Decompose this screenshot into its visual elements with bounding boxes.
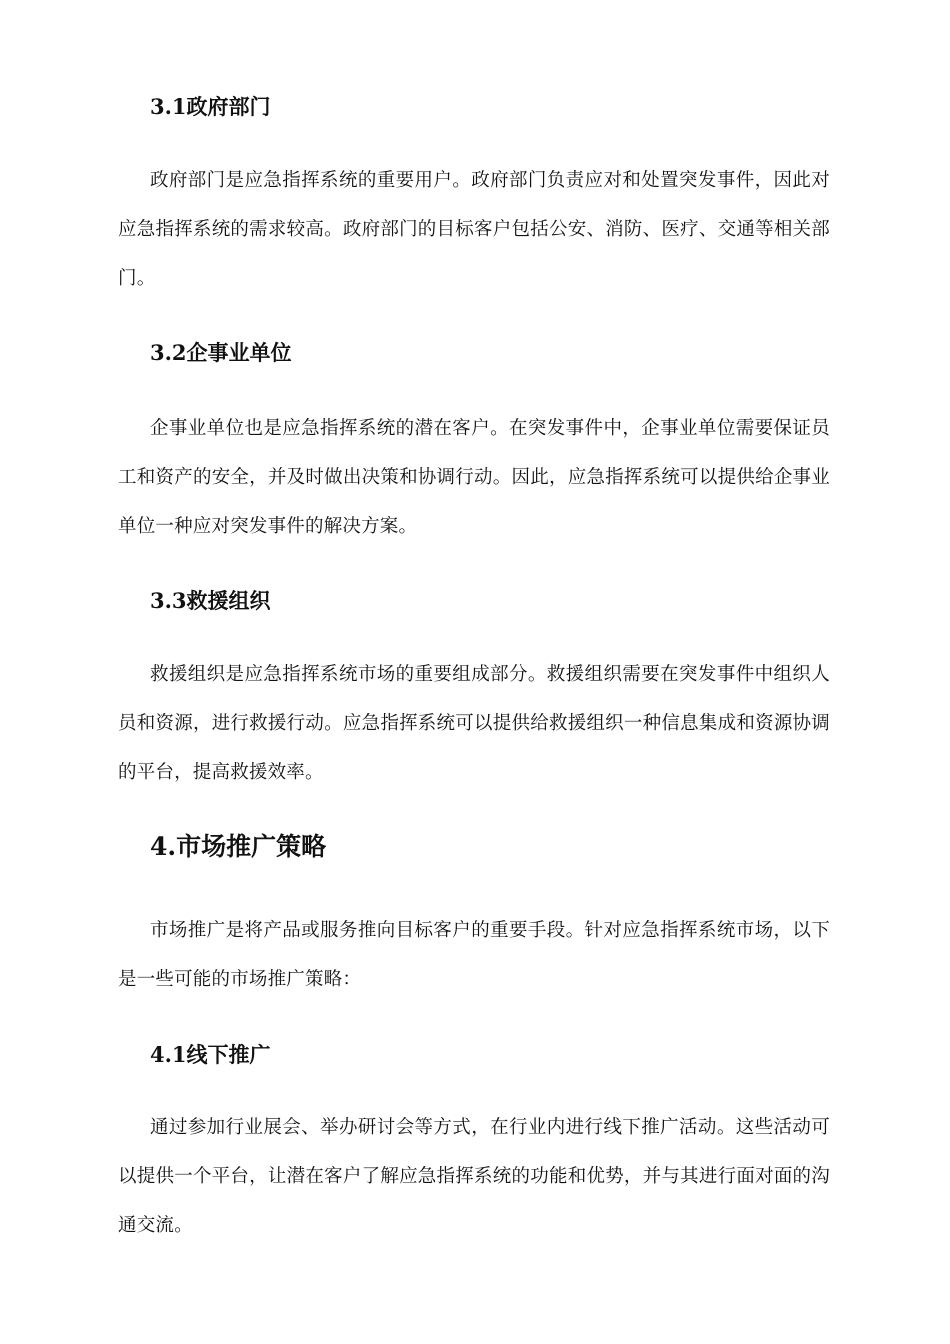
section-paragraph-3-1: 政府部门是应急指挥系统的重要用户。政府部门负责应对和处置突发事件，因此对应急指挥系统的需求较高。政府部门的目标客户包括公安、消防、医疗、交通等相关部门。 [118, 170, 830, 289]
section-heading-3-1: 3.1政府部门 [150, 94, 271, 119]
section-paragraph-3-3: 救援组织是应急指挥系统市场的重要组成部分。救援组织需要在突发事件中组织人员和资源，进行救援行动。应急指挥系统可以提供给救援组织一种信息集成和资源协调的平台，提高救援效率。 [118, 664, 830, 783]
section-heading-3-2: 3.2企事业单位 [150, 340, 292, 365]
section-paragraph-3-2: 企事业单位也是应急指挥系统的潜在客户。在突发事件中，企事业单位需要保证员工和资产的安全，并及时做出决策和协调行动。因此，应急指挥系统可以提供给企事业单位一种应对突发事件的解决方案。 [118, 418, 830, 537]
section-heading-4: 4.市场推广策略 [150, 832, 327, 861]
section-heading-3-3: 3.3救援组织 [150, 588, 271, 613]
section-paragraph-4-1: 通过参加行业展会、举办研讨会等方式，在行业内进行线下推广活动。这些活动可以提供一个平台，让潜在客户了解应急指挥系统的功能和优势，并与其进行面对面的沟通交流。 [118, 1117, 830, 1236]
section-heading-4-1: 4.1线下推广 [150, 1042, 271, 1067]
section-paragraph-4: 市场推广是将产品或服务推向目标客户的重要手段。针对应急指挥系统市场，以下是一些可能的市场推广策略： [118, 920, 830, 990]
